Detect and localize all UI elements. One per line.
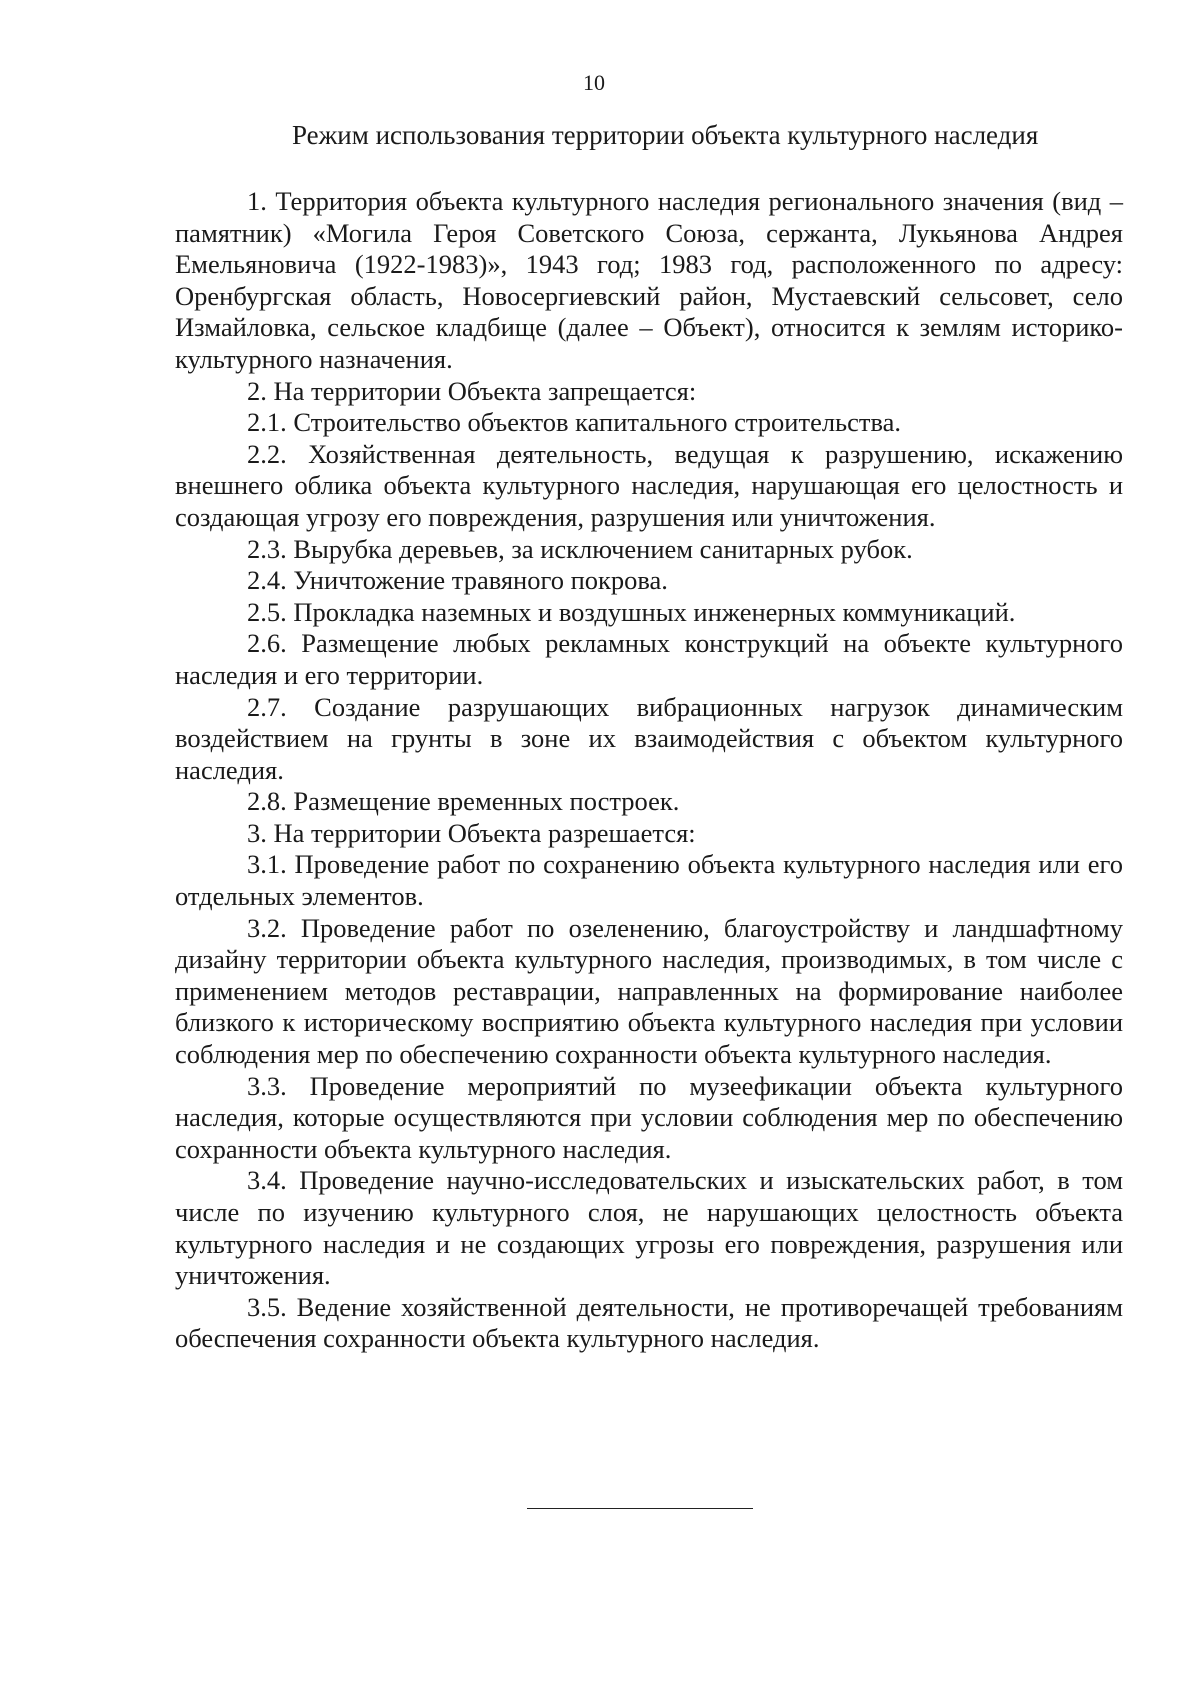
paragraph-1: 1. Территория объекта культурного наследия регионального значения (вид – памятник) «Могила Героя Советского Союза, сержанта, Лукьянова Андрея Емельяновича (1922-1983)», 1943 год; 1983 год, расположенного по адресу: Оренбургская область, Новосергиевский район, Мустаевский сельсовет, село Измайловка, сельское кладбище (далее – Объект), относится к землям историко-культурного назначения.	[175, 186, 1123, 374]
paragraph-3-1: 3.1. Проведение работ по сохранению объекта культурного наследия или его отдельных элементов.	[175, 849, 1123, 912]
paragraph-3-2: 3.2. Проведение работ по озеленению, благоустройству и ландшафтному дизайну территории объекта культурного наследия, производимых, в том числе с применением методов реставрации, направленных на формирование наиболее близкого к историческому восприятию объекта культурного наследия при условии соблюдения мер по обеспечению сохранности объекта культурного наследия.	[175, 912, 1123, 1070]
paragraph-2-1: 2.1. Строительство объектов капитального строительства.	[247, 407, 902, 438]
paragraph-3-5: 3.5. Ведение хозяйственной деятельности, не противоречащей требованиям обеспечения сохранности объекта культурного наследия.	[175, 1291, 1123, 1354]
paragraph-2-7: 2.7. Создание разрушающих вибрационных нагрузок динамическим воздействием на грунты в зоне их взаимодействия с объектом культурного наследия.	[175, 691, 1123, 785]
paragraph-3-3: 3.3. Проведение мероприятий по музеефикации объекта культурного наследия, которые осуществляются при условии соблюдения мер по обеспечению сохранности объекта культурного наследия.	[175, 1070, 1123, 1164]
document-title: Режим использования территории объекта культурного наследия	[292, 120, 1039, 150]
paragraph-2-5: 2.5. Прокладка наземных и воздушных инженерных коммуникаций.	[247, 596, 1016, 627]
document-body	[175, 186, 1123, 1355]
paragraph-2-2: 2.2. Хозяйственная деятельность, ведущая к разрушению, искажению внешнего облика объекта культурного наследия, нарушающая его целостность и создающая угрозу его повреждения, разрушения или уничтожения.	[175, 438, 1123, 532]
paragraph-2-8: 2.8. Размещение временных построек.	[247, 786, 680, 817]
paragraph-2-3: 2.3. Вырубка деревьев, за исключением санитарных рубок.	[247, 533, 913, 564]
page-number: 10	[583, 70, 605, 95]
paragraph-3-4: 3.4. Проведение научно-исследовательских и изыскательских работ, в том числе по изучению культурного слоя, не нарушающих целостность объекта культурного наследия и не создающих угрозы его повреждения, разрушения или уничтожения.	[175, 1165, 1123, 1291]
end-separator-line	[527, 1508, 753, 1509]
paragraph-2-6: 2.6. Размещение любых рекламных конструкций на объекте культурного наследия и его территории.	[175, 628, 1123, 690]
paragraph-2-4: 2.4. Уничтожение травяного покрова.	[247, 565, 668, 596]
paragraph-3: 3. На территории Объекта разрешается:	[247, 817, 696, 848]
paragraph-2: 2. На территории Объекта запрещается:	[247, 375, 697, 406]
